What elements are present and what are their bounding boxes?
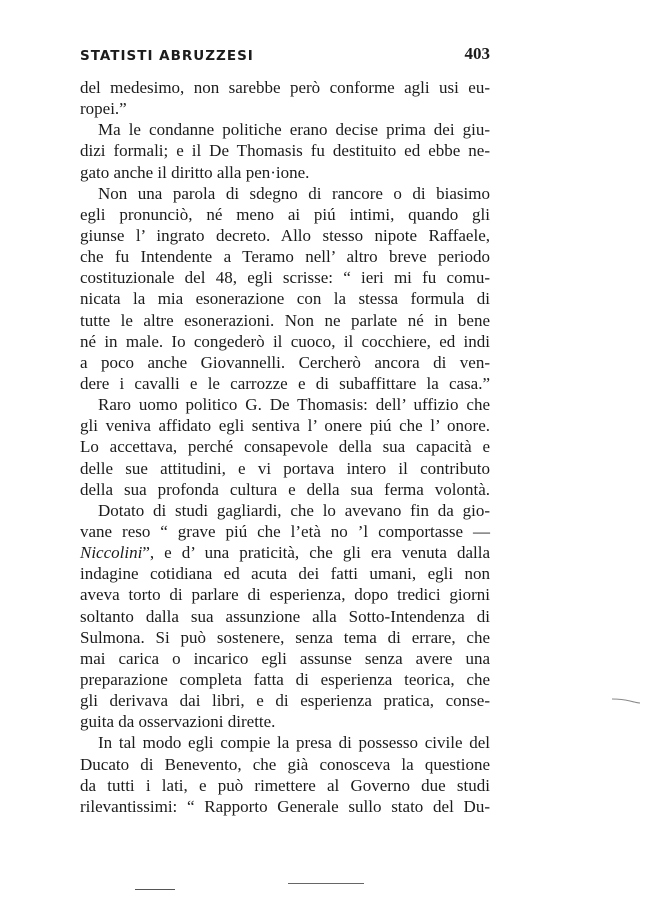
text-line: dizi formali; e il De Thomasis fu destituito ed ebbe ne- xyxy=(80,141,490,161)
text-line: Non una parola di sdegno di rancore o di biasimo xyxy=(98,183,490,203)
text-line: vane reso “ grave piú che l’età no ’l comportasse — xyxy=(80,521,490,541)
text-line: della sua profonda cultura e della sua ferma volontà. xyxy=(80,479,490,499)
text-line: giunse l’ ingrato decreto. Allo stesso nipote Raffaele, xyxy=(80,225,490,245)
text-line: da tutti i lati, e può rimettere al Governo due studi xyxy=(80,775,490,795)
scan-artifact-right xyxy=(288,883,364,884)
text-line: guita da osservazioni dirette. xyxy=(80,712,276,732)
text-line: ropei.” xyxy=(80,99,127,119)
text-line: del medesimo, non sarebbe però conforme agli usi eu- xyxy=(80,78,490,97)
running-title: STATISTI ABRUZZESI xyxy=(80,48,254,64)
text-line: Raro uomo politico G. De Thomasis: dell’ uffizio che xyxy=(98,395,490,415)
text-line: indagine cotidiana ed acuta dei fatti umani, egli non xyxy=(80,564,490,584)
text-line: soltanto dalla sua assunzione alla Sotto-Intendenza di xyxy=(80,606,490,626)
text-line: gli veniva affidato egli sentiva l’ onere piú che l’ onore. xyxy=(80,416,490,436)
text-line: preparazione completa fatta di esperienza teorica, che xyxy=(80,669,490,689)
text-line: né in male. Io congederò il cuoco, il cocchiere, ed indi xyxy=(80,331,490,351)
text-line: egli pronunciò, né meno ai piú intimi, quando gli xyxy=(80,204,490,224)
text-line: Ma le condanne politiche erano decise prima dei giu- xyxy=(98,120,490,140)
line-rest: ”, e d’ una praticità, che gli era venuta dalla xyxy=(142,543,490,563)
text-line: Sulmona. Si può sostenere, senza tema di errare, che xyxy=(80,627,490,647)
page-header xyxy=(80,44,490,68)
text-line: nicata la mia esonerazione con la stessa formula di xyxy=(80,289,490,309)
text-line: aveva torto di parlare di esperienza, dopo tredici giorni xyxy=(80,585,490,605)
text-line: gato anche il diritto alla pen·ione. xyxy=(80,162,310,182)
text-line: costituzionale del 48, egli scrisse: “ ieri mi fu comu- xyxy=(80,268,490,288)
scan-artifact-left xyxy=(135,889,175,890)
text-line: tutte le altre esonerazioni. Non ne parlate né in bene xyxy=(80,310,490,330)
page-edge-mark xyxy=(612,698,640,704)
page-number: 403 xyxy=(464,44,490,63)
text-line: dere i cavalli e le carrozze e di subaffittare la casa.” xyxy=(80,373,490,393)
text-line: gli derivava dai libri, e di esperienza pratica, conse- xyxy=(80,691,490,711)
text-line: che fu Intendente a Teramo nell’ altro breve periodo xyxy=(80,247,490,267)
text-line: mai carica o incarico egli assunse senza avere una xyxy=(80,648,490,668)
text-line: Ducato di Benevento, che già conosceva la questione xyxy=(80,754,490,774)
text-line: Dotato di studi gagliardi, che lo avevano fin da gio- xyxy=(98,500,490,520)
text-line: delle sue attitudini, e vi portava intero il contributo xyxy=(80,458,490,478)
italic-name: Niccolini xyxy=(80,543,143,563)
text-line: Lo accettava, perché consapevole della sua capacità e xyxy=(80,437,490,457)
text-line: In tal modo egli compie la presa di possesso civile del xyxy=(98,733,490,753)
text-line: rilevantissimi: “ Rapporto Generale sullo stato del Du- xyxy=(80,796,490,816)
text-line: a poco anche Giovannelli. Cercherò ancora di ven- xyxy=(80,352,490,372)
text-line xyxy=(80,542,490,563)
body-text xyxy=(80,77,490,817)
